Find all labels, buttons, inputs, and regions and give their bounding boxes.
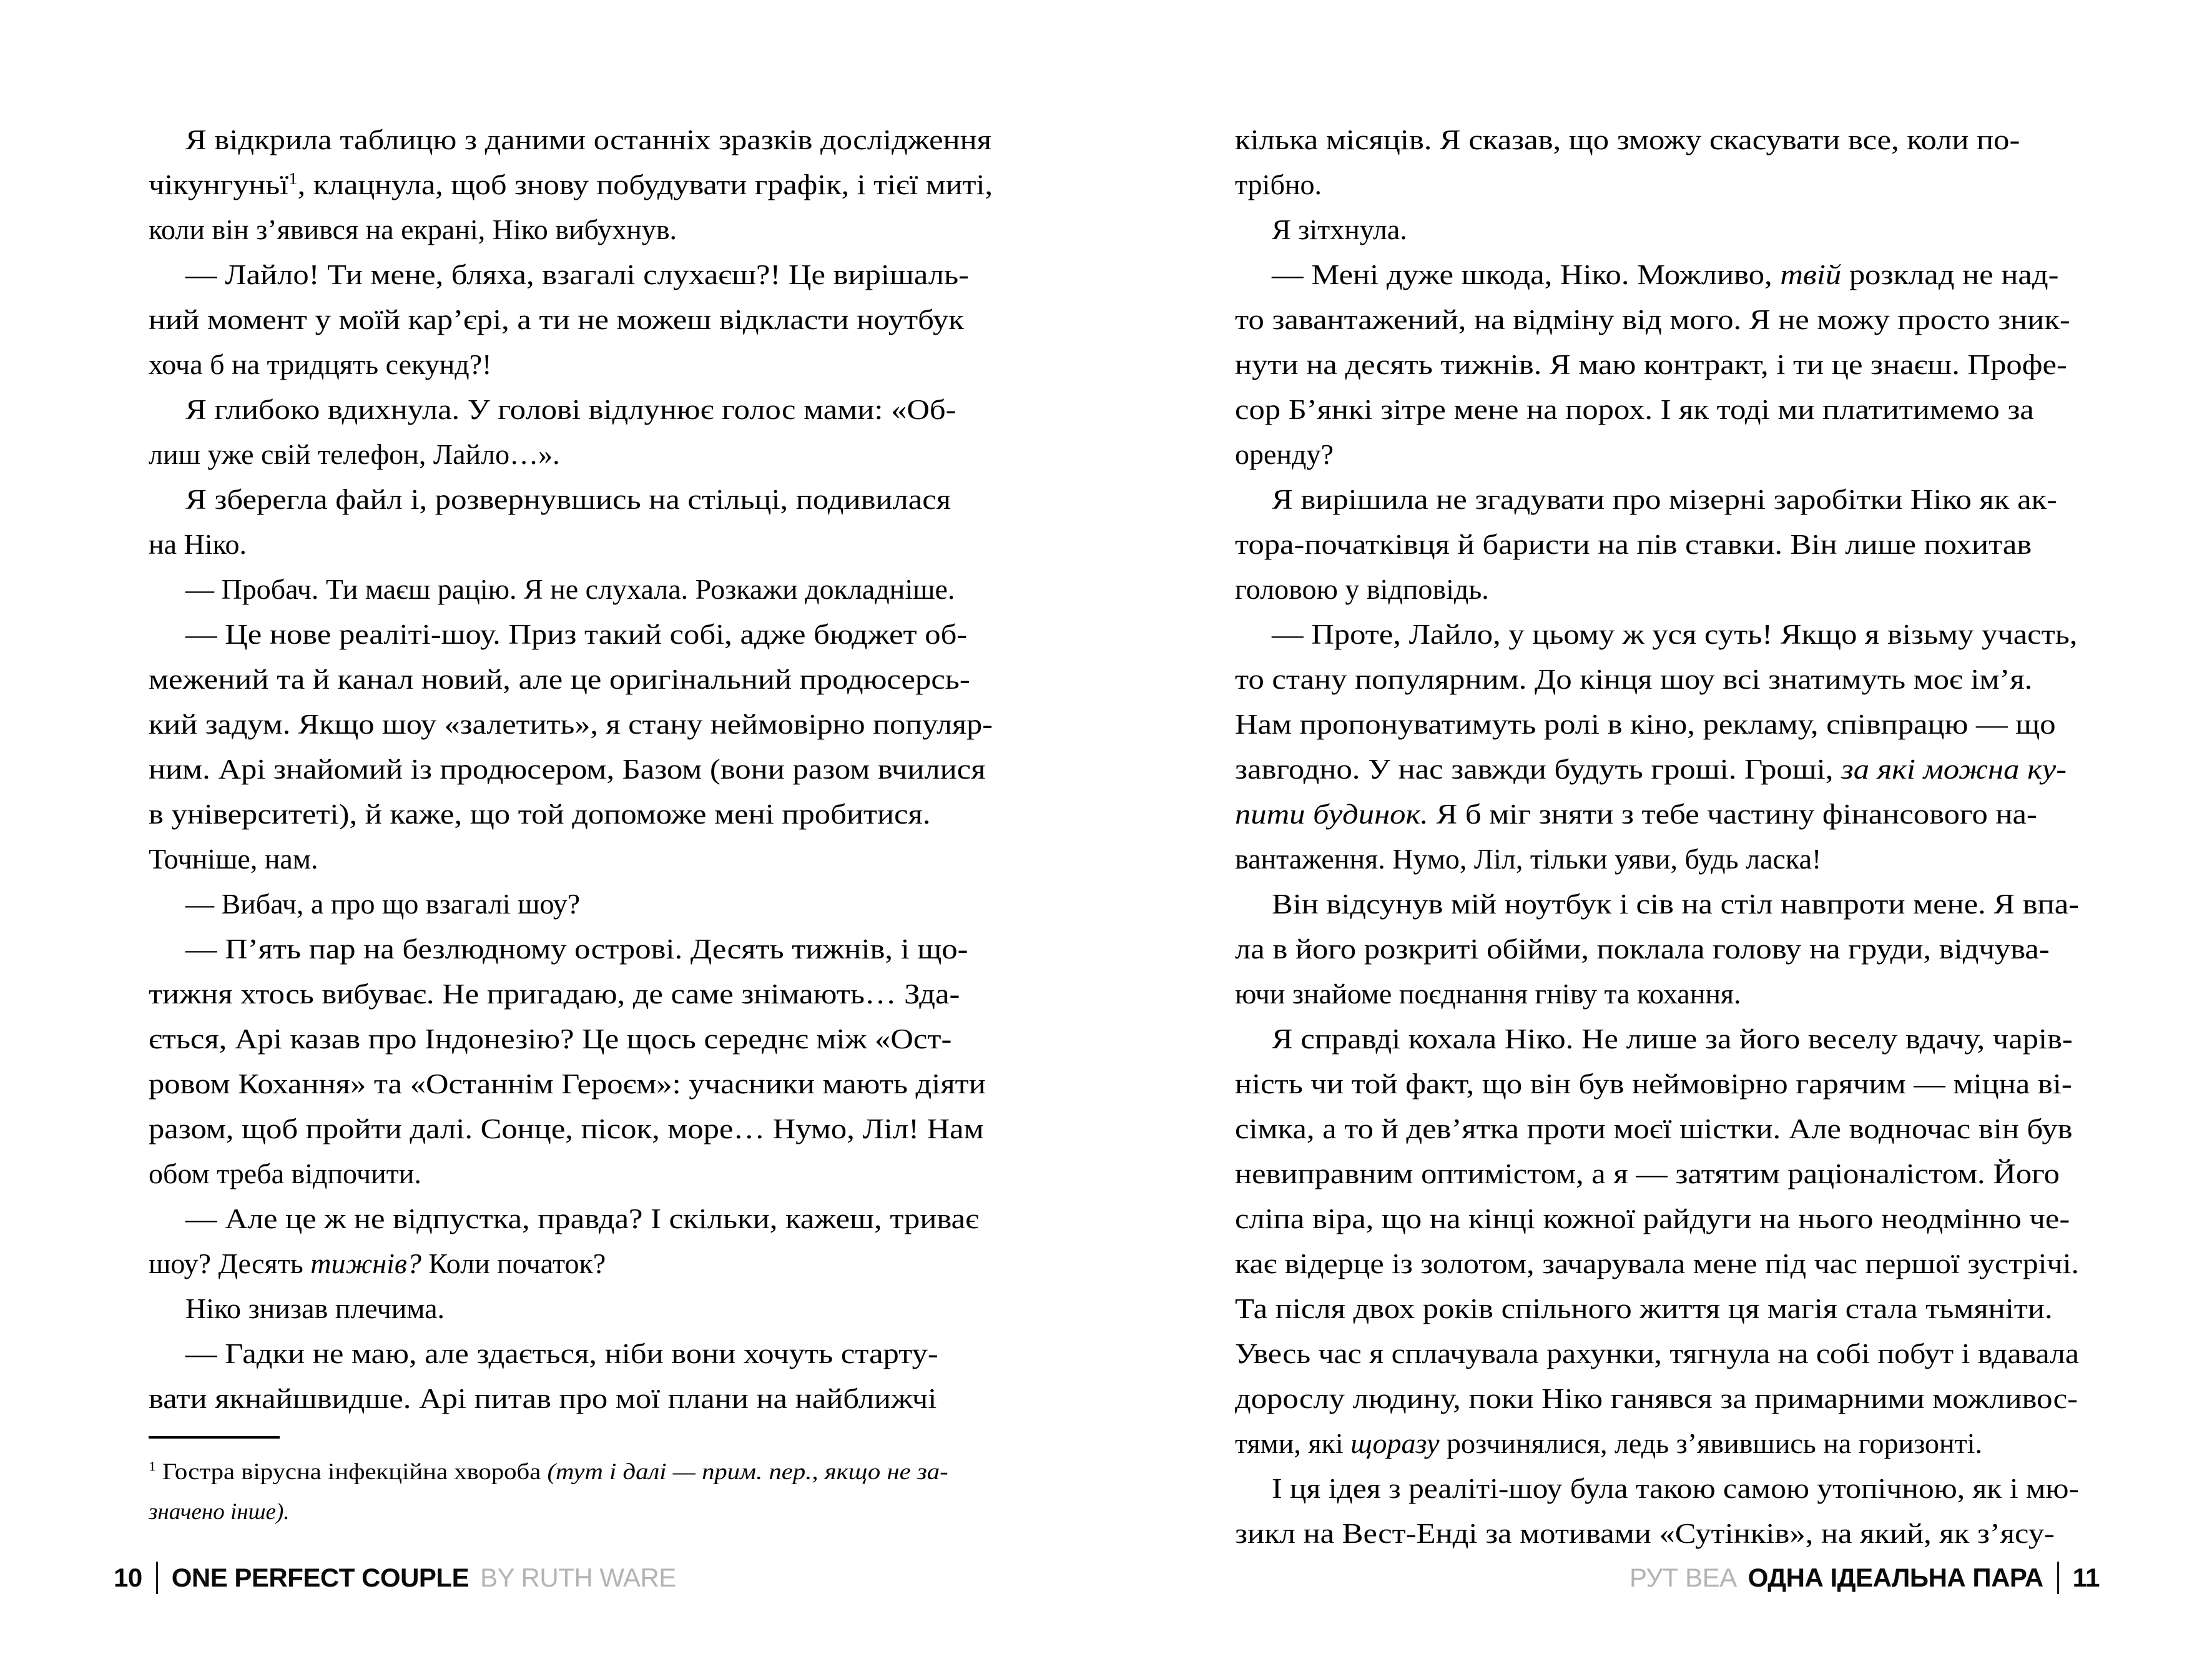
text-line: ється, Арі казав про Індонезію? Це щось середнє між «Ост- — [149, 1023, 952, 1055]
text-line: Я вирішила не згадувати про мізерні заробітки Ніко як ак- — [1272, 483, 2057, 515]
book-author-ukrainian: РУТ ВЕА — [1629, 1563, 1737, 1592]
text-line: — Мені дуже шкода, Ніко. Можливо, твій розклад не над- — [1272, 258, 2059, 290]
text-line: лиш уже свій телефон, Лайло…». — [149, 438, 560, 470]
footnote-text — [149, 1452, 993, 1532]
text-line: — Проте, Лайло, у цьому ж уся суть! Якщо я візьму участь, — [1272, 618, 2078, 650]
text-line: І ця ідея з реаліті-шоу була такою самою утопічною, як і мю- — [1272, 1472, 2079, 1504]
text-line: кілька місяців. Я сказав, що зможу скасувати все, коли по- — [1235, 124, 2020, 155]
left-running-footer — [114, 1560, 676, 1596]
text-line: Він відсунув мій ноутбук і сів на стіл навпроти мене. Я впа- — [1272, 888, 2079, 920]
book-title-english: ONE PERFECT COUPLE — [171, 1563, 469, 1592]
text-line: зикл на Вест-Енді за мотивами «Сутінків», на який, як з’ясу- — [1235, 1517, 2055, 1549]
text-line: — Це нове реаліті-шоу. Приз такий собі, адже бюджет об- — [185, 618, 968, 650]
text-line: Я зберегла файл і, розвернувшись на стільці, подивилася — [185, 483, 951, 515]
footer-divider-right — [2057, 1562, 2059, 1594]
text-line: Ніко знизав плечима. — [185, 1292, 445, 1324]
text-line: кає відерце із золотом, зачарувала мене під час першої зустрічі. — [1235, 1248, 2079, 1279]
page-number-left: 10 — [114, 1563, 142, 1592]
footnote-rule — [149, 1436, 280, 1439]
text-line: Я справді кохала Ніко. Не лише за його веселу вдачу, чарів- — [1272, 1023, 2073, 1055]
text-line: Я глибоко вдихнула. У голові відлунює голос мами: «Об- — [185, 393, 956, 425]
footnote — [149, 1436, 993, 1532]
text-line: $^1$ Гостра вірусна інфекційна хвороба (тут і далі — прим. пер., якщо не за- — [149, 1459, 948, 1485]
book-author-english: BY RUTH WARE — [480, 1563, 676, 1592]
text-line: — Але це ж не відпустка, правда? І скільки, кажеш, триває — [185, 1203, 979, 1234]
text-line: Точніше, нам. — [149, 843, 318, 875]
book-title-ukrainian: ОДНА ІДЕАЛЬНА ПАРА — [1747, 1563, 2043, 1592]
footer-divider-left — [156, 1562, 158, 1594]
text-line: Нам пропонуватимуть ролі в кіно, рекламу, співпрацю — що — [1235, 708, 2056, 740]
text-line: сор Б’янкі зітре мене на порох. І як тоді ми платитимемо за — [1235, 393, 2034, 425]
text-line: — Лайло! Ти мене, бляха, взагалі слухаєш?! Це вирішаль- — [185, 258, 969, 290]
text-line: головою у відповідь. — [1235, 573, 1489, 605]
text-line: в університеті), й каже, що той допоможе мені пробитися. — [149, 798, 931, 830]
right-page — [1106, 0, 2212, 1659]
text-line: тора-початківця й баристи на пів ставки. Він лише похитав — [1235, 528, 2032, 560]
text-line: пити будинок. Я б міг зняти з тебе частину фінансового на- — [1235, 798, 2037, 830]
text-line: ла в його розкриті обійми, поклала голову на груди, відчува- — [1235, 933, 2050, 965]
text-line: — П’ять пар на безлюдному острові. Десять тижнів, і що- — [185, 933, 968, 965]
text-line: Та після двох років спільного життя ця магія стала тьмяніти. — [1235, 1292, 2053, 1324]
text-line: чікунгуньї$^1$, клацнула, щоб знову побудувати графік, і тієї миті, — [149, 169, 993, 200]
text-line: вати якнайшвидше. Арі питав про мої плани на найближчі — [149, 1382, 937, 1414]
text-line: вантаження. Нумо, Ліл, тільки уяви, будь ласка! — [1235, 843, 1822, 875]
text-line: коли він з’явився на екрані, Ніко вибухнув. — [149, 214, 677, 245]
text-line: хоча б на тридцять секунд?! — [149, 348, 492, 380]
text-line: кий задум. Якщо шоу «залетить», я стану неймовірно популяр- — [149, 708, 993, 740]
text-line: на Ніко. — [149, 528, 247, 560]
text-line: Я відкрила таблицю з даними останніх зразків дослідження — [185, 124, 992, 155]
right-page-text — [1235, 117, 2079, 1556]
text-line: сліпа віра, що на кінці кожної райдуги на нього неодмінно че- — [1235, 1203, 2070, 1234]
text-line: значено інше). — [149, 1499, 290, 1525]
text-line: невиправним оптимістом, а я — затятим раціоналістом. Його — [1235, 1158, 2060, 1189]
text-line: ність чи той факт, що він був неймовірно гарячим — міцна ві- — [1235, 1068, 2072, 1100]
text-line: сімка, а то й дев’ятка проти моєї шістки. Але водночас він був — [1235, 1113, 2073, 1145]
text-line: — Вибач, а про що взагалі шоу? — [185, 888, 581, 920]
text-line: межений та й канал новий, але це оригінальний продюсерсь- — [149, 663, 970, 695]
right-running-footer — [1630, 1560, 2100, 1596]
text-line: ний момент у моїй кар’єрі, а ти не можеш відкласти ноутбук — [149, 303, 964, 335]
text-line: обом треба відпочити. — [149, 1158, 421, 1189]
text-line: Я зітхнула. — [1272, 214, 1407, 245]
text-line: оренду? — [1235, 438, 1334, 470]
text-line: то стану популярним. До кінця шоу всі знатимуть моє ім’я. — [1235, 663, 2033, 695]
text-line: — Гадки не маю, але здається, ніби вони хочуть старту- — [185, 1337, 938, 1369]
text-line: Увесь час я сплачувала рахунки, тягнула на собі побут і вдавала — [1235, 1337, 2079, 1369]
text-line: завгодно. У нас завжди будуть гроші. Гроші, за які можна ку- — [1235, 753, 2067, 785]
text-line: ровом Кохання» та «Останнім Героєм»: учасники мають діяти — [149, 1068, 986, 1100]
text-line: дорослу людину, поки Ніко ганявся за примарними можливос- — [1235, 1382, 2078, 1414]
text-line: нути на десять тижнів. Я маю контракт, і ти це знаєш. Профе- — [1235, 348, 2067, 380]
text-line: ючи знайоме поєднання гніву та кохання. — [1235, 978, 1741, 1010]
text-line: разом, щоб пройти далі. Сонце, пісок, море… Нумо, Ліл! Нам — [149, 1113, 984, 1145]
text-line: то завантажений, на відміну від мого. Я не можу просто зник- — [1235, 303, 2070, 335]
page-number-right: 11 — [2072, 1563, 2100, 1592]
left-page-text — [149, 117, 993, 1421]
text-line: тижня хтось вибуває. Не пригадаю, де саме знімають… Зда- — [149, 978, 960, 1010]
text-line: тями, які щоразу розчинялися, ледь з’явившись на горизонті. — [1235, 1427, 1983, 1459]
text-line: шоу? Десять тижнів? Коли початок? — [149, 1248, 606, 1279]
text-line: — Пробач. Ти маєш рацію. Я не слухала. Розкажи докладніше. — [185, 573, 955, 605]
text-line: трібно. — [1235, 169, 1322, 200]
text-line: ним. Арі знайомий із продюсером, Базом (вони разом вчилися — [149, 753, 986, 785]
